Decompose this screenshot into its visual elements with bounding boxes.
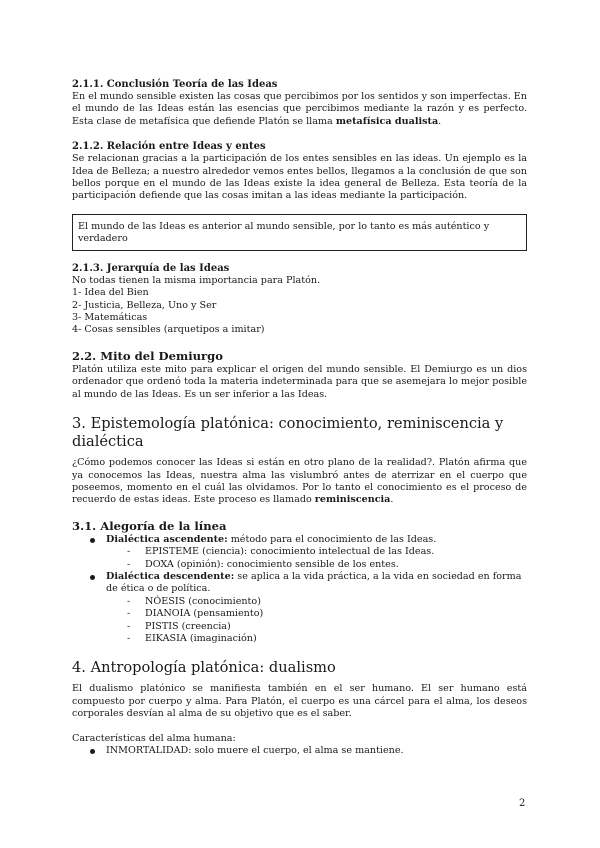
bullet-icon: [90, 749, 95, 754]
bold-term: metafísica dualista: [335, 115, 439, 127]
page-number: 2: [519, 798, 526, 809]
list-item: - PISTIS (creencia): [127, 620, 231, 632]
list-item: - NÓESIS (conocimiento): [127, 595, 261, 607]
list-item: 1- Idea del Bien: [72, 287, 149, 299]
characteristics-label: Características del alma humana:: [72, 732, 236, 744]
list-item: - DOXA (opinión): conocimiento sensible de los entes.: [127, 558, 399, 570]
list-item: 3- Matemáticas: [72, 312, 148, 324]
heading-2-2: 2.2. Mito del Demiurgo: [72, 348, 224, 363]
paragraph-2-2: Platón utiliza este mito para explicar el origen del mundo sensible. El Demiurgo es un dios ordenador que ordenó toda la materia indeterminada para que se asemejara lo mejor posible al mundo de las Ideas. Es un ser inferior a las Ideas.: [72, 363, 527, 400]
bullet-icon: [90, 575, 95, 580]
paragraph-2-1-3: No todas tienen la misma importancia para Platón.: [72, 274, 321, 286]
boxed-note: El mundo de las Ideas es anterior al mundo sensible, por lo tanto es más auténtico y verdadero: [72, 214, 527, 251]
heading-4: 4. Antropología platónica: dualismo: [72, 659, 336, 677]
heading-2-1-1: 2.1.1. Conclusión Teoría de las Ideas: [72, 79, 278, 90]
list-item: - DIANOIA (pensamiento): [127, 608, 264, 620]
bullet-icon: [90, 538, 95, 543]
paragraph-4: El dualismo platónico se manifiesta también en el ser humano. El ser humano está compuesto por cuerpo y alma. Para Platón, el cuerpo es una cárcel para el alma, los deseos corporales desvían al alma de su objetivo que es el saber.: [72, 683, 527, 720]
descendente-sublist: [72, 596, 527, 646]
list-item: - EIKASIA (imaginación): [127, 632, 257, 644]
characteristics-list: [72, 745, 527, 757]
hierarchy-list: [72, 287, 527, 337]
list-item: - EPISTEME (ciencia): conocimiento intelectual de las Ideas.: [127, 546, 435, 558]
list-item: Dialéctica ascendente: método para el conocimiento de las Ideas.: [72, 534, 527, 546]
ascendente-sublist: [72, 546, 527, 571]
heading-3: 3. Epistemología platónica: conocimiento, reminiscencia y dialéctica: [72, 415, 504, 451]
page-content: [72, 78, 527, 757]
list-item: INMORTALIDAD: solo muere el cuerpo, el alma se mantiene.: [72, 745, 527, 757]
list-item: 4- Cosas sensibles (arquetipos a imitar): [72, 324, 265, 336]
list-item: 2- Justicia, Belleza, Uno y Ser: [72, 299, 217, 311]
paragraph-2-1-2: Se relacionan gracias a la participación de los entes sensibles en las ideas. Un ejemplo es la Idea de Belleza; a nuestro alrededor vemos entes bellos, llegamos a la conclusión de que son bellos porque en el mundo de las Ideas existe la idea general de Belleza. Esta teoría de la participación defiende que las cosas imitan a las ideas mediante la participación.: [72, 153, 527, 202]
paragraph-3: ¿Cómo podemos conocer las Ideas si están en otro plano de la realidad?. Platón afirma que ya conocemos las Ideas, nuestra alma las vislumbró antes de aterrizar en el cuerpo que poseemos, momento en el cuál las olvidamos. Por lo tanto el conocimiento es el proceso de recuerdo de estas ideas. Este proceso es llamado reminiscencia.: [72, 457, 527, 506]
bold-term: reminiscencia: [314, 494, 391, 506]
paragraph-2-1-1: En el mundo sensible existen las cosas que percibimos por los sentidos y son imperfectas. En el mundo de las Ideas están las esencias que percibimos mediante la razón y es perfecto. Esta clase de metafísica que defiende Platón se llama metafísica dualista.: [72, 91, 527, 127]
dialectic-list: [72, 534, 527, 546]
heading-2-1-2: 2.1.2. Relación entre Ideas y entes: [72, 141, 266, 153]
list-item: Dialéctica descendente: se aplica a la vida práctica, a la vida en sociedad en forma de ética o de política.: [72, 571, 527, 596]
heading-2-1-3: 2.1.3. Jerarquía de las Ideas: [72, 262, 230, 274]
heading-3-1: 3.1. Alegoría de la línea: [72, 518, 227, 533]
